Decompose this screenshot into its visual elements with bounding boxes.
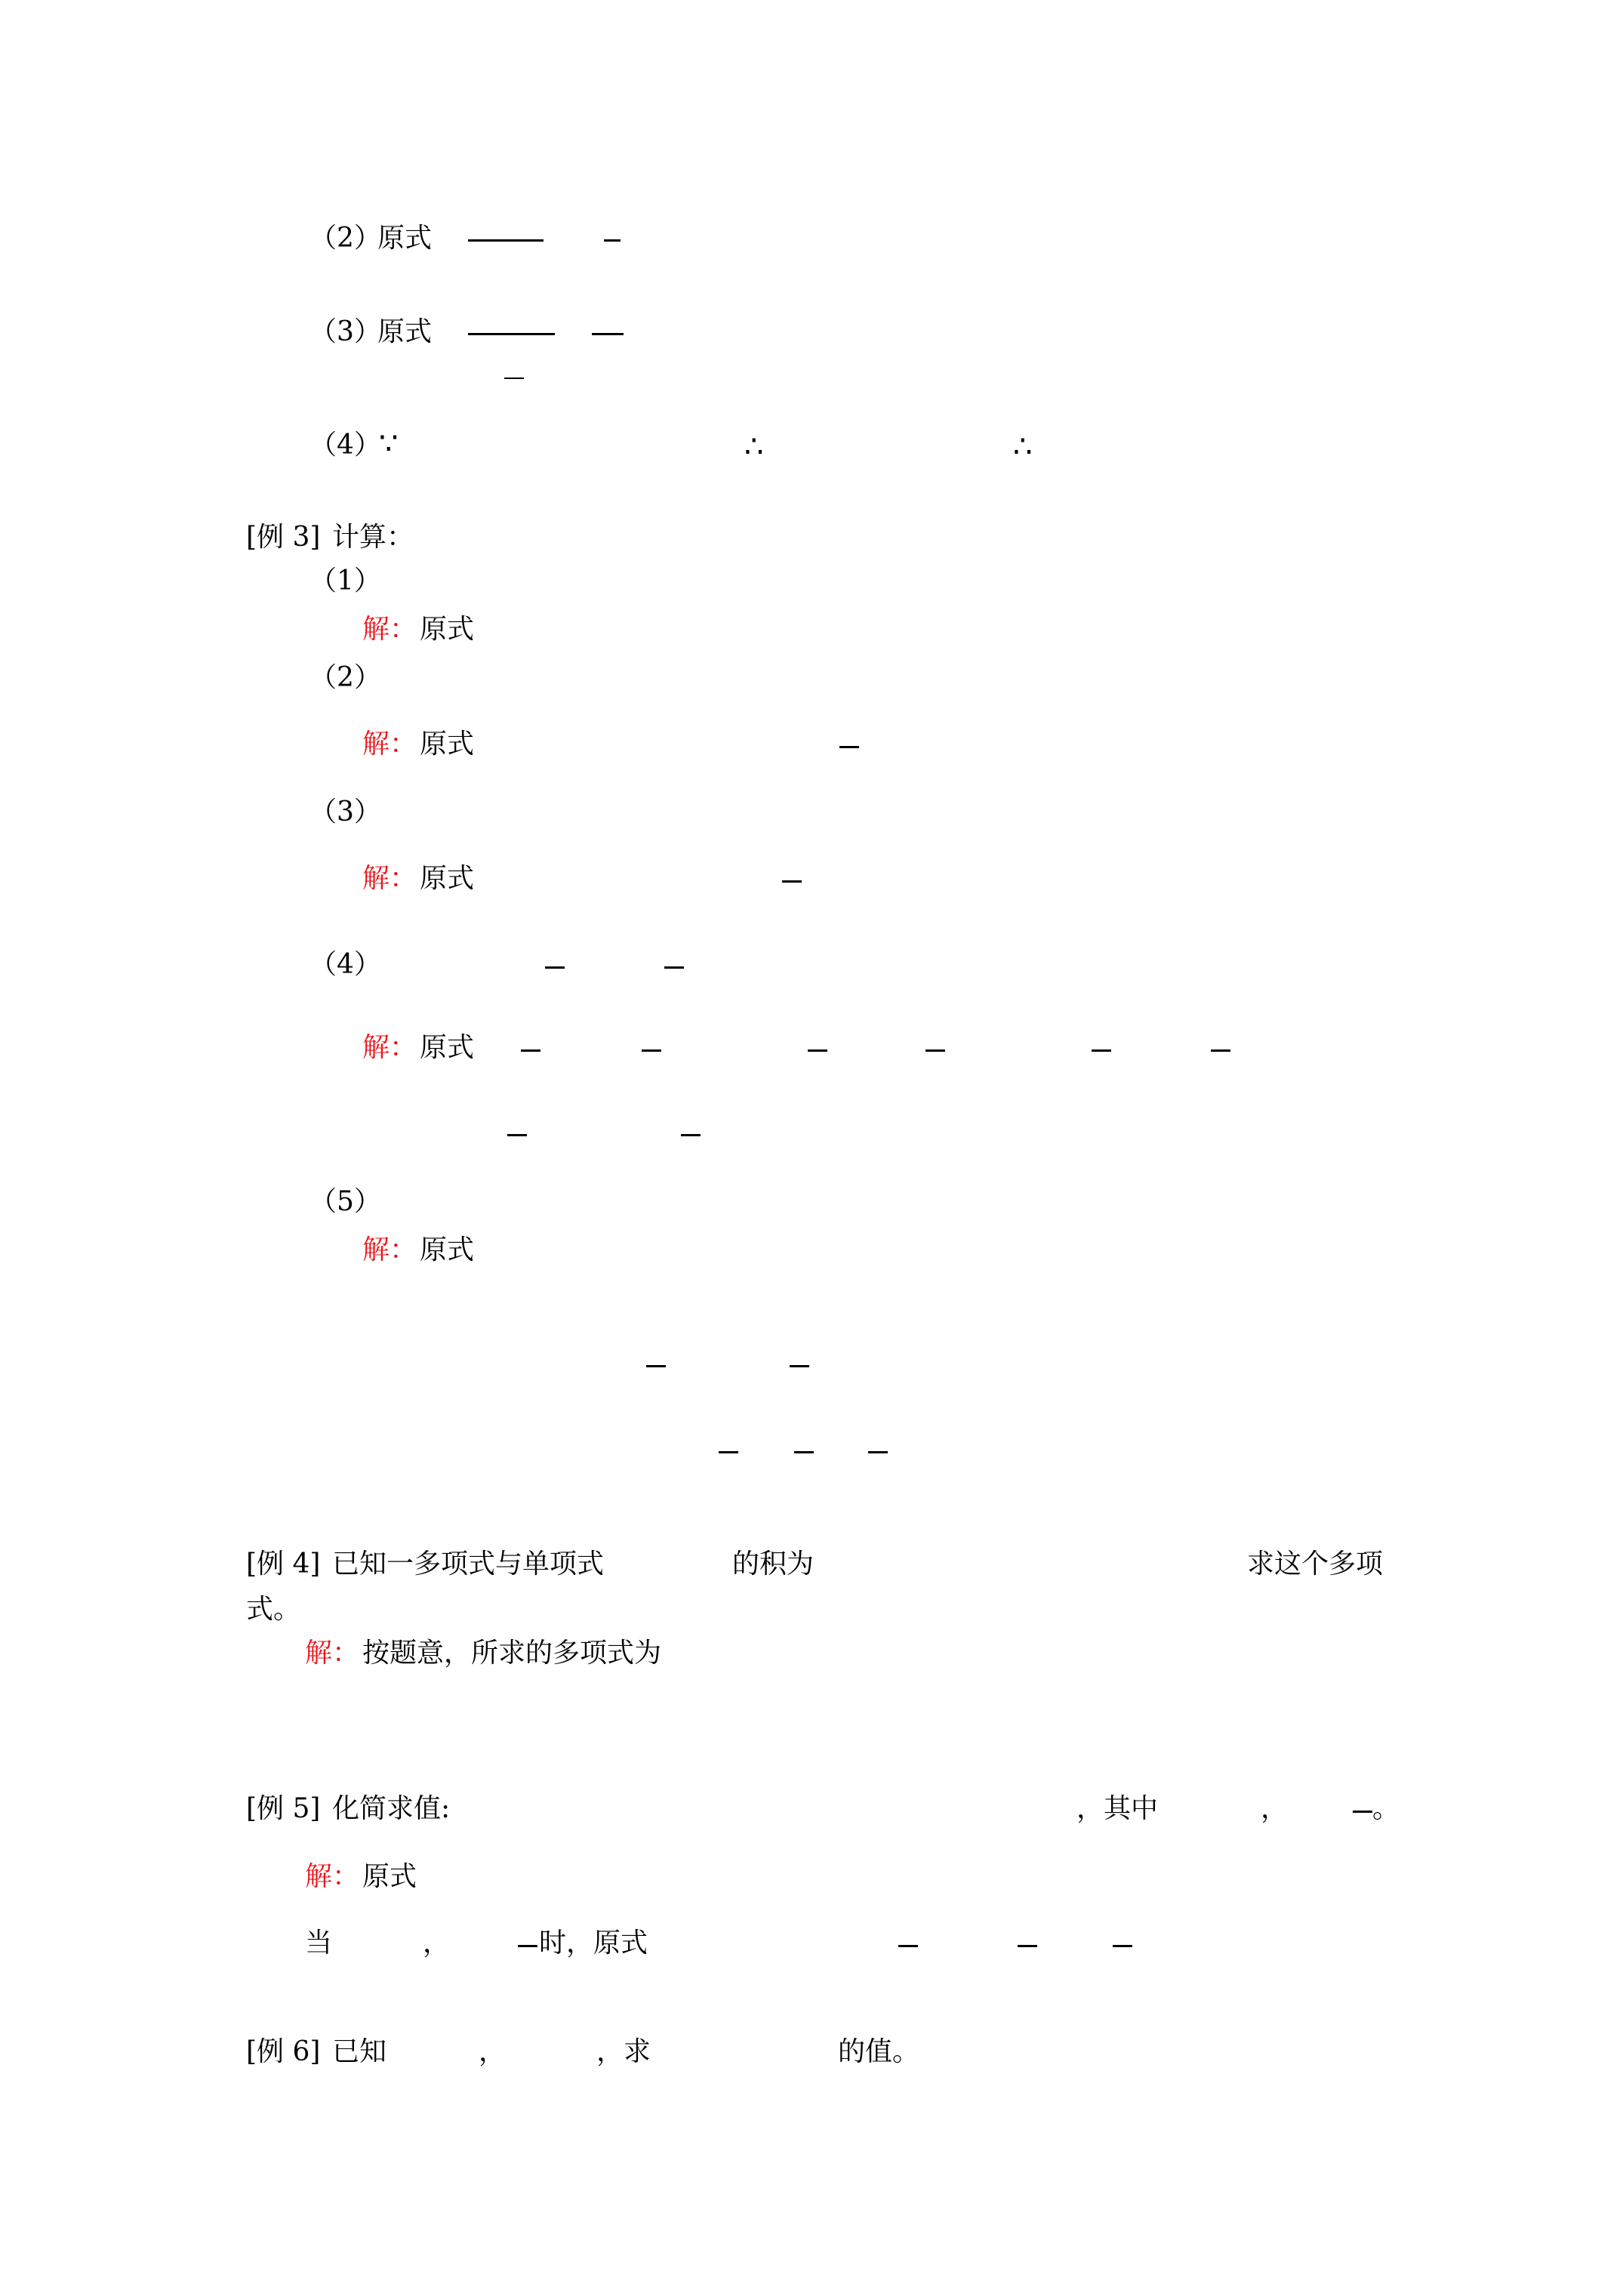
item-2-number: （2） bbox=[310, 223, 381, 254]
example-5-title: 化简求值: bbox=[332, 1793, 451, 1824]
example-3-title: 计算： bbox=[332, 522, 414, 553]
minus-sign bbox=[1211, 1049, 1230, 1052]
minus-sign bbox=[1353, 1811, 1372, 1813]
example-5-shi: 时，原式 bbox=[539, 1928, 648, 1959]
example-6-comma: ， bbox=[479, 2036, 507, 2067]
example-5-comma: ， bbox=[1261, 1793, 1289, 1824]
minus-sign bbox=[839, 746, 859, 748]
minus-sign bbox=[642, 1049, 661, 1052]
example-4-text-1: 已知一多项式与单项式 bbox=[332, 1549, 605, 1579]
minus-sign bbox=[681, 1134, 701, 1136]
solution-label: 解： bbox=[362, 863, 417, 894]
solution-label: 解： bbox=[362, 1032, 417, 1063]
minus-sign bbox=[646, 1365, 666, 1367]
minus-sign bbox=[868, 1451, 888, 1453]
example-5-tag: [例 5] bbox=[246, 1793, 321, 1824]
example-4-text-4: 式。 bbox=[246, 1594, 301, 1625]
minus-sign bbox=[604, 239, 621, 242]
example-5-comma: ， bbox=[423, 1928, 451, 1959]
solution-label: 解： bbox=[305, 1861, 360, 1892]
solution-label: 解： bbox=[362, 1234, 417, 1265]
example-5-period: 。 bbox=[1372, 1793, 1400, 1824]
yuanshi: 原式 bbox=[420, 729, 475, 760]
ex3-item-4-number: （4） bbox=[310, 949, 381, 980]
minus-sign bbox=[808, 1049, 827, 1052]
minus-sign bbox=[521, 1049, 540, 1052]
solution-label: 解： bbox=[362, 614, 417, 645]
ex3-item-1-number: （1） bbox=[310, 566, 381, 596]
yuanshi: 原式 bbox=[362, 1861, 417, 1892]
minus-sign bbox=[1113, 1945, 1132, 1947]
yuanshi: 原式 bbox=[420, 863, 475, 894]
example-6-qiu: ，求 bbox=[596, 2036, 651, 2067]
item-2-yuanshi: 原式 bbox=[377, 223, 433, 254]
minus-sign bbox=[782, 880, 802, 883]
item-3-yuanshi: 原式 bbox=[377, 316, 433, 347]
example-4-tag: [例 4] bbox=[246, 1549, 321, 1579]
ex3-item-2-number: （2） bbox=[310, 662, 381, 693]
example-4-text-3: 求这个多项 bbox=[1247, 1549, 1384, 1579]
minus-sign bbox=[898, 1945, 918, 1947]
example-4-solution-text: 按题意，所求的多项式为 bbox=[362, 1638, 662, 1669]
minus-sign bbox=[719, 1451, 738, 1453]
yuanshi: 原式 bbox=[420, 614, 475, 645]
because-symbol: ∵ bbox=[379, 427, 399, 461]
small-fraction-bar bbox=[504, 378, 524, 379]
solution-label: 解： bbox=[305, 1638, 360, 1669]
example-3-tag: [例 3] bbox=[246, 522, 321, 553]
minus-sign bbox=[1092, 1049, 1111, 1052]
ex3-item-3-number: （3） bbox=[310, 797, 381, 827]
ex3-item-5-number: （5） bbox=[310, 1186, 381, 1217]
example-6-tag: [例 6] bbox=[246, 2036, 321, 2067]
fraction-bar bbox=[468, 239, 544, 242]
yuanshi: 原式 bbox=[420, 1032, 475, 1063]
minus-sign bbox=[1018, 1945, 1037, 1947]
minus-sign bbox=[507, 1134, 527, 1136]
example-6-dezhi: 的值。 bbox=[838, 2036, 920, 2067]
fraction-bar bbox=[468, 333, 555, 335]
minus-sign bbox=[794, 1451, 814, 1453]
example-4-text-2: 的积为 bbox=[732, 1549, 815, 1579]
solution-label: 解： bbox=[362, 729, 417, 760]
example-5-qizhong: ，其中 bbox=[1076, 1793, 1159, 1824]
item-4-number: （4） bbox=[310, 430, 381, 461]
therefore-symbol: ∴ bbox=[1013, 430, 1033, 464]
therefore-symbol: ∴ bbox=[744, 430, 764, 464]
minus-sign bbox=[545, 966, 565, 969]
minus-sign bbox=[790, 1365, 809, 1367]
item-3-number: （3） bbox=[310, 316, 381, 347]
fraction-bar bbox=[592, 333, 624, 335]
example-5-dang: 当 bbox=[305, 1928, 333, 1959]
example-6-yizhi: 已知 bbox=[332, 2036, 387, 2067]
yuanshi: 原式 bbox=[420, 1234, 475, 1265]
minus-sign bbox=[925, 1049, 945, 1052]
minus-sign bbox=[518, 1945, 537, 1947]
minus-sign bbox=[664, 966, 684, 969]
